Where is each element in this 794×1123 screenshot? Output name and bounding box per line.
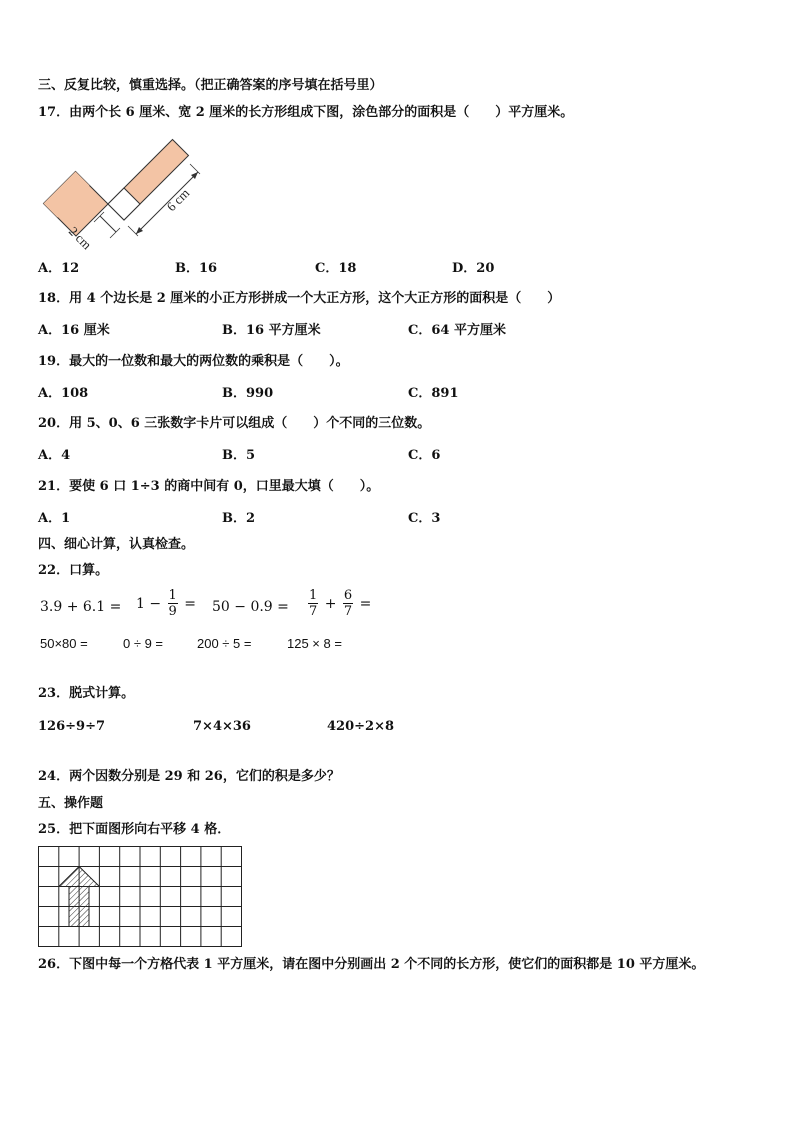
q22-expr-3: 50 − 0.9 = bbox=[212, 599, 289, 615]
q17-option-a[interactable]: A．12 bbox=[38, 261, 80, 276]
q19-option-a[interactable]: A．108 bbox=[38, 386, 89, 401]
q18-option-a[interactable]: A．16 厘米 bbox=[38, 323, 110, 338]
q22-expr-4 bbox=[306, 588, 371, 619]
q18-option-b[interactable]: B．16 平方厘米 bbox=[222, 323, 321, 338]
q21-option-c[interactable]: C．3 bbox=[408, 511, 441, 526]
question-21-text: 21．要使 6 口 1÷3 的商中间有 0，口里最大填（ ）。 bbox=[38, 479, 380, 494]
question-24-text: 24．两个因数分别是 29 和 26，它们的积是多少？ bbox=[38, 769, 340, 784]
q23-expr-2: 7×4×36 bbox=[193, 719, 251, 734]
q22-expr-2-num: 1 bbox=[168, 588, 177, 603]
section-5-title: 五、操作题 bbox=[38, 796, 104, 811]
q17-option-c[interactable]: C．18 bbox=[315, 261, 357, 276]
q22-expr-5: 50×80 = bbox=[40, 636, 88, 651]
q22-expr-2-prefix: 1 − bbox=[136, 595, 162, 612]
question-17-text: 17．由两个长 6 厘米、宽 2 厘米的长方形组成下图，涂色部分的面积是（ ）平方厘米。 bbox=[38, 105, 574, 120]
q22-expr-2-den: 9 bbox=[168, 604, 177, 619]
q17-label-long: 6 cm bbox=[163, 185, 193, 215]
q22-expr-4-suffix: = bbox=[359, 595, 372, 612]
q23-expr-3: 420÷2×8 bbox=[327, 719, 395, 734]
q22-expr-2-fraction bbox=[168, 588, 178, 619]
q22-expr-6: 0 ÷ 9 = bbox=[123, 636, 164, 651]
question-25-text: 25．把下面图形向右平移 4 格． bbox=[38, 822, 231, 837]
q17-label-short: 2 cm bbox=[65, 223, 95, 253]
q20-option-a[interactable]: A．4 bbox=[38, 448, 71, 463]
q22-expr-4-op: + bbox=[324, 595, 337, 612]
q22-expr-2-suffix: = bbox=[184, 595, 197, 612]
q22-expr-7: 200 ÷ 5 = bbox=[197, 636, 252, 651]
question-22-text: 22．口算。 bbox=[38, 563, 109, 578]
q22-expr-4-fraction-1 bbox=[308, 588, 318, 619]
q22-expr-8: 125 × 8 = bbox=[287, 636, 342, 651]
q22-expr-4-fraction-2 bbox=[343, 588, 353, 619]
q22-expr-2 bbox=[136, 588, 196, 619]
q22-expr-4-num-1: 1 bbox=[309, 588, 318, 603]
q25-grid bbox=[38, 846, 243, 948]
q22-expr-4-num-2: 6 bbox=[343, 588, 353, 603]
q22-expr-1: 3.9 + 6.1 = bbox=[40, 599, 122, 615]
question-19-text: 19．最大的一位数和最大的两位数的乘积是（ ）。 bbox=[38, 354, 349, 369]
q21-option-a[interactable]: A．1 bbox=[38, 511, 71, 526]
q18-option-c[interactable]: C．64 平方厘米 bbox=[408, 323, 506, 338]
section-4-title: 四、细心计算，认真检查。 bbox=[38, 537, 195, 552]
q25-arrow-shaft bbox=[69, 887, 89, 927]
q19-option-c[interactable]: C．891 bbox=[408, 386, 459, 401]
question-26-text: 26．下图中每一个方格代表 1 平方厘米，请在图中分别画出 2 个不同的长方形，使它们的面积都是 10 平方厘米。 bbox=[38, 957, 705, 972]
q17-option-b[interactable]: B．16 bbox=[175, 261, 218, 276]
question-23-text: 23．脱式计算。 bbox=[38, 686, 135, 701]
q17-dim-short bbox=[100, 216, 116, 232]
q20-option-c[interactable]: C．6 bbox=[408, 448, 441, 463]
q17-option-d[interactable]: D．20 bbox=[452, 261, 495, 276]
q22-expr-4-den-2: 7 bbox=[343, 604, 353, 619]
q17-figure bbox=[36, 134, 196, 253]
question-20-text: 20．用 5、0、6 三张数字卡片可以组成（ ）个不同的三位数。 bbox=[38, 416, 431, 431]
section-3-title: 三、反复比较，慎重选择。（把正确答案的序号填在括号里） bbox=[38, 78, 383, 93]
q23-expr-1: 126÷9÷7 bbox=[38, 719, 106, 734]
q20-option-b[interactable]: B．5 bbox=[222, 448, 256, 463]
q21-option-b[interactable]: B．2 bbox=[222, 511, 256, 526]
q25-arrow-head bbox=[59, 867, 100, 887]
q22-expr-4-den-1: 7 bbox=[309, 604, 318, 619]
q19-option-b[interactable]: B．990 bbox=[222, 386, 274, 401]
question-18-text: 18．用 4 个边长是 2 厘米的小正方形拼成一个大正方形，这个大正方形的面积是（ ） bbox=[38, 291, 561, 306]
